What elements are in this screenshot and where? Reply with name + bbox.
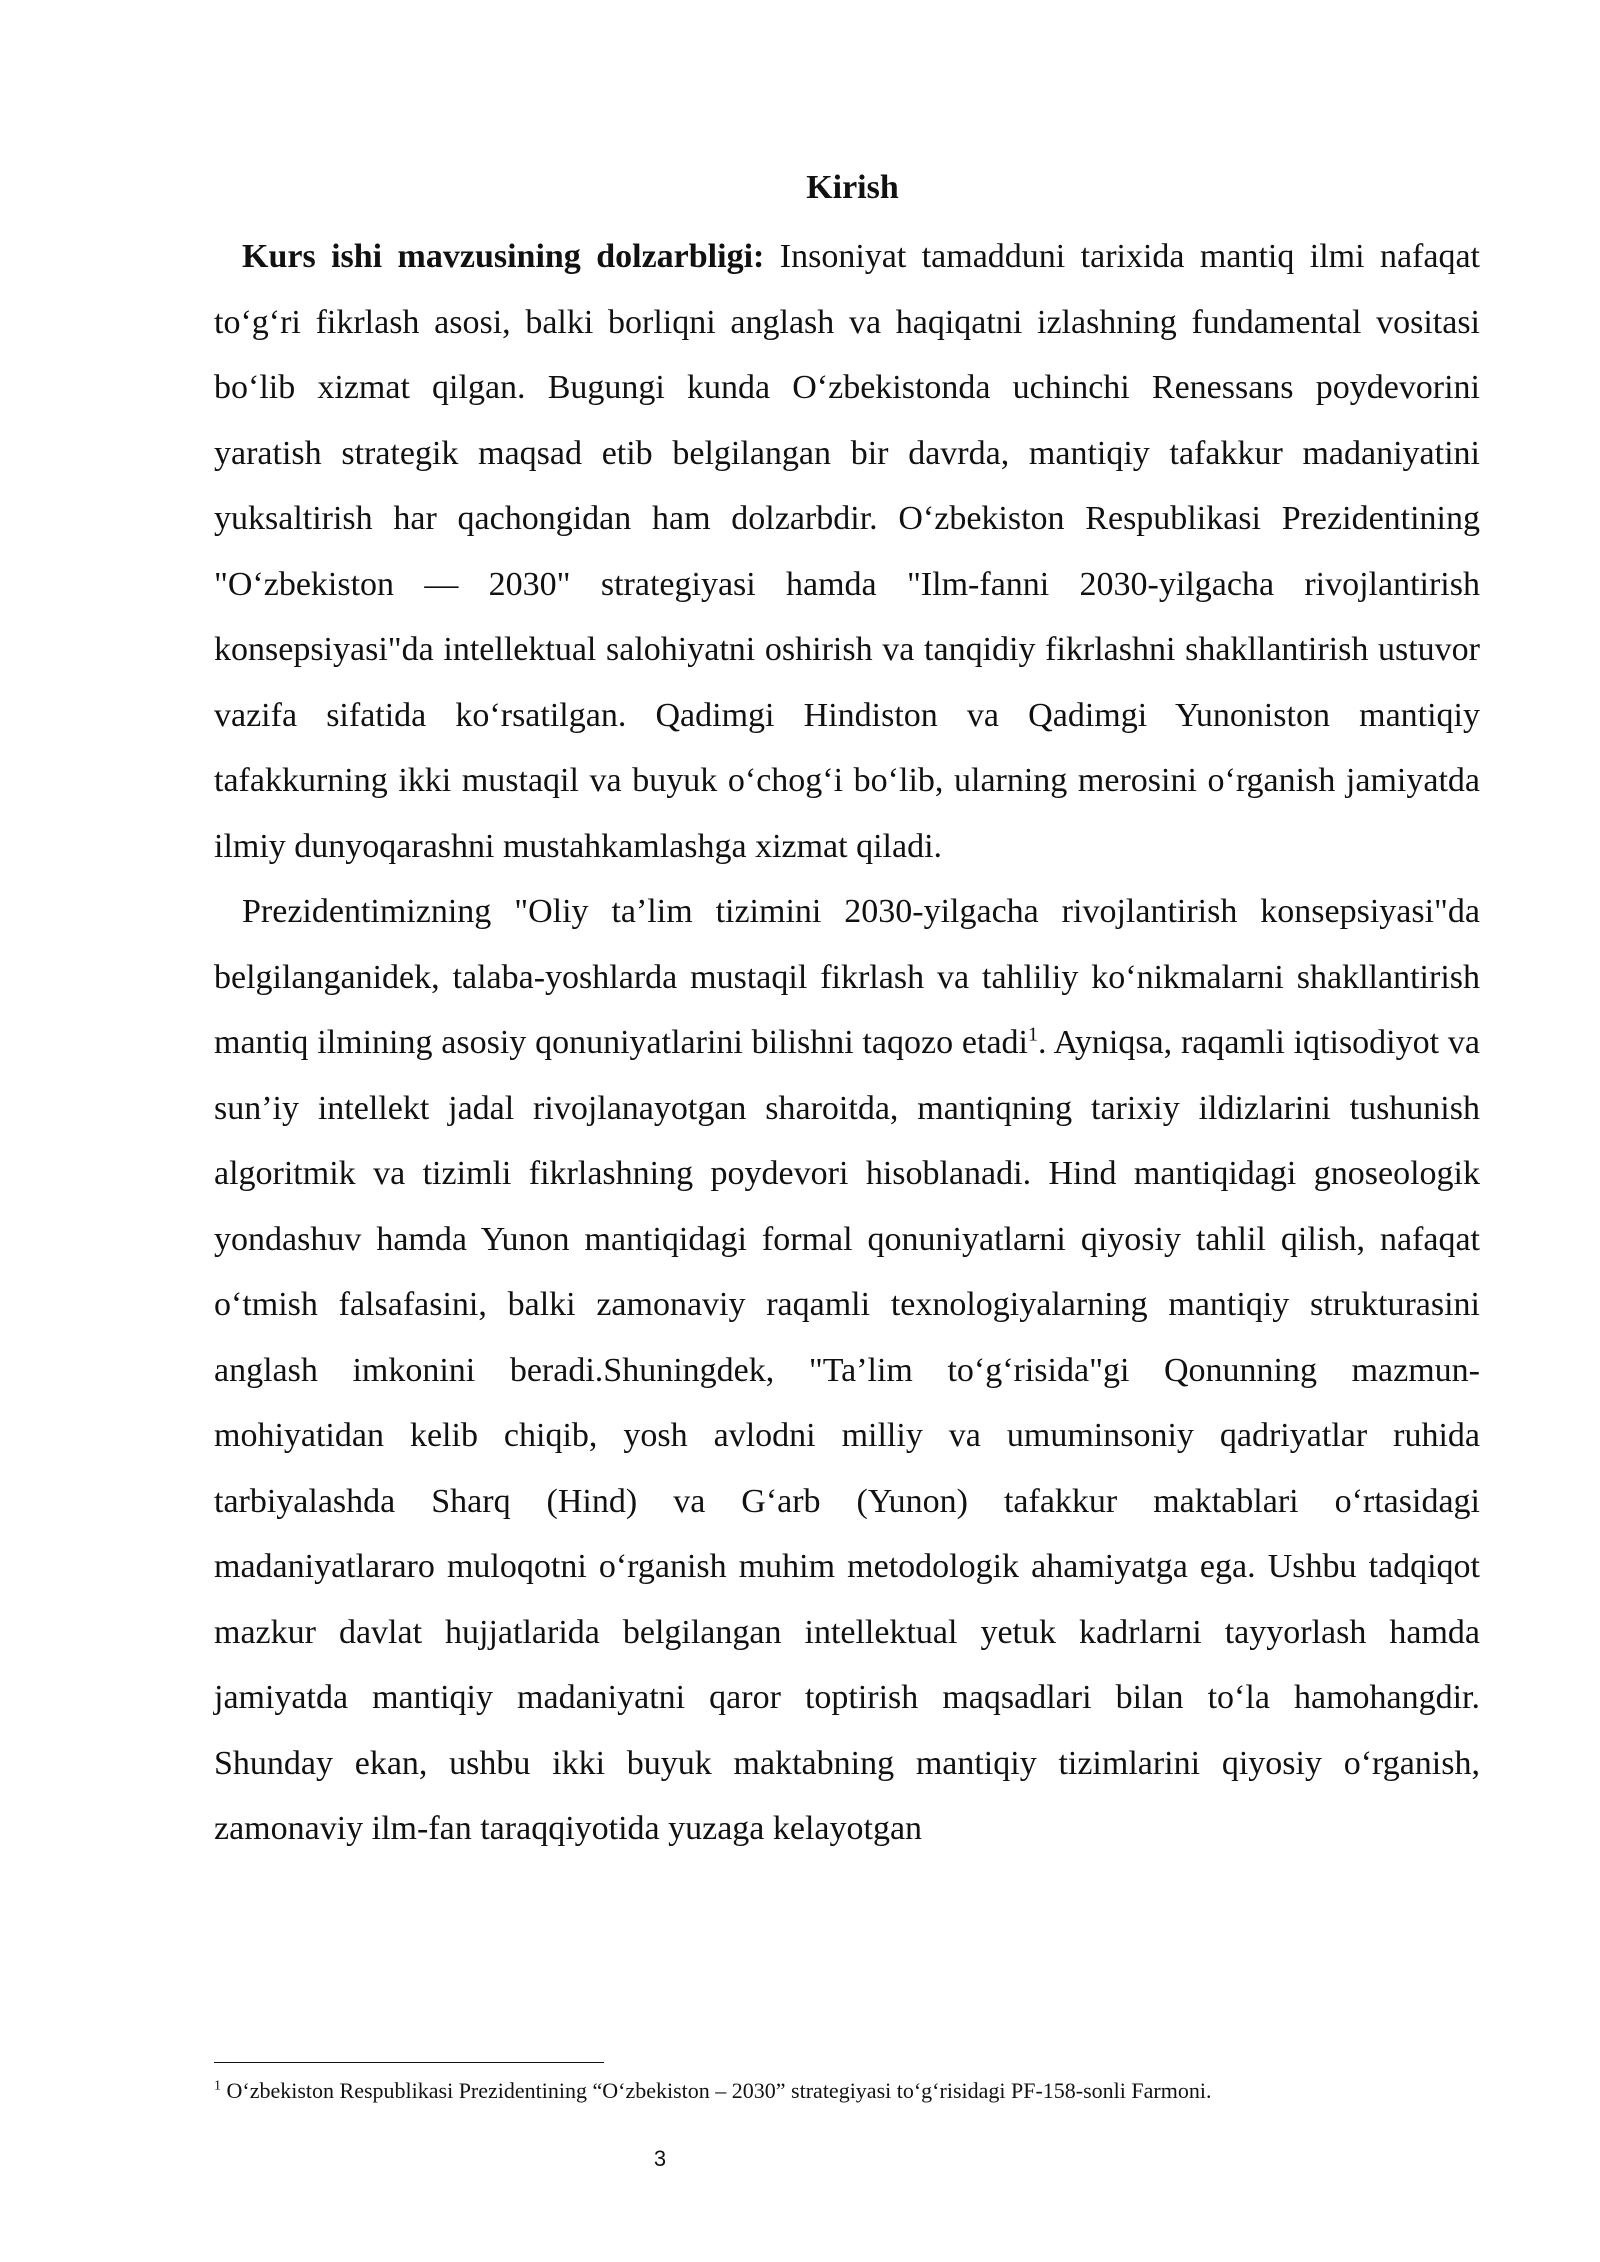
paragraph-concept bbox=[214, 879, 1480, 1862]
body-text bbox=[214, 224, 1480, 1862]
paragraph-relevance bbox=[214, 224, 1480, 879]
paragraph-lead: Kurs ishi mavzusining dolzarbligi: bbox=[242, 238, 765, 275]
footnote-reference[interactable]: 1 bbox=[1028, 1023, 1038, 1046]
paragraph-1-text: Insoniyat tamadduni tarixida mantiq ilmi nafaqat to‘g‘ri fikrlash asosi, balki borliqni anglash va haqiqatni izlashning fundamental vositasi bo‘lib xizmat qilgan. Bugungi kunda O‘zbekistonda uchinchi Renessans poydevorini yaratish strategik maqsad etib belgilangan bir davrda, mantiqiy tafakkur madaniyatini yuksaltirish har qachongidan ham dolzarbdir. O‘zbekiston Respublikasi Prezidentining "O‘zbekiston — 2030" strategiyasi hamda "Ilm-fanni 2030-yilgacha rivojlantirish konsepsiyasi"da intellektual salohiyatni oshirish va tanqidiy fikrlashni shakllantirish ustuvor vazifa sifatida ko‘rsatilgan. Qadimgi Hindiston va Qadimgi Yunoniston mantiqiy tafakkurning ikki mustaqil va buyuk o‘chog‘i bo‘lib, ularning merosini o‘rganish jamiyatda ilmiy dunyoqarashni mustahkamlashga xizmat qiladi. bbox=[214, 238, 1480, 865]
section-heading: Kirish bbox=[806, 169, 899, 206]
footnote bbox=[214, 2076, 1514, 2106]
footnote-text: O‘zbekiston Respublikasi Prezidentining “O‘zbekiston – 2030” strategiyasi to‘g‘risidagi PF-158-sonli Farmoni. bbox=[221, 2078, 1212, 2103]
footnote-separator bbox=[214, 2062, 604, 2063]
page-number: 3 bbox=[653, 2146, 667, 2171]
paragraph-2-text-end: . Ayniqsa, raqamli iqtisodiyot va sun’iy intellekt jadal rivojlanayotgan sharoitda, mantiqning tarixiy ildizlarini tushunish algoritmik va tizimli fikrlashning poydevori hisoblanadi. Hind mantiqidagi gnoseologik yondashuv hamda Yunon mantiqidagi formal qonuniyatlarni qiyosiy tahlil qilish, nafaqat o‘tmish falsafasini, balki zamonaviy raqamli texnologiyalarning mantiqiy strukturasini anglash imkonini beradi.Shuningdek, "Ta’lim to‘g‘risida"gi Qonunning mazmun-mohiyatidan kelib chiqib, yosh avlodni milliy va umuminsoniy qadriyatlar ruhida tarbiyalashda Sharq (Hind) va G‘arb (Yunon) tafakkur maktablari o‘rtasidagi madaniyatlararo muloqotni o‘rganish muhim metodologik ahamiyatga ega. Ushbu tadqiqot mazkur davlat hujjatlarida belgilangan intellektual yetuk kadrlarni tayyorlash hamda jamiyatda mantiqiy madaniyatni qaror toptirish maqsadlari bilan to‘la hamohangdir. Shunday ekan, ushbu ikki buyuk maktabning mantiqiy tizimlarini qiyosiy o‘rganish, zamonaviy ilm-fan taraqqiyotida yuzaga kelayotgan bbox=[214, 1024, 1480, 1847]
paragraph-2-text-start: Prezidentimizning "Oliy ta’lim tizimini 2030-yilgacha rivojlantirish konsepsiyasi"da belgilanganidek, talaba-yoshlarda mustaqil fikrlash va tahliliy ko‘nikmalarni shakllantirish mantiq ilmining asosiy qonuniyatlarini bilishni taqozo etadi bbox=[214, 893, 1480, 1061]
footnote-marker: 1 bbox=[214, 2078, 221, 2094]
